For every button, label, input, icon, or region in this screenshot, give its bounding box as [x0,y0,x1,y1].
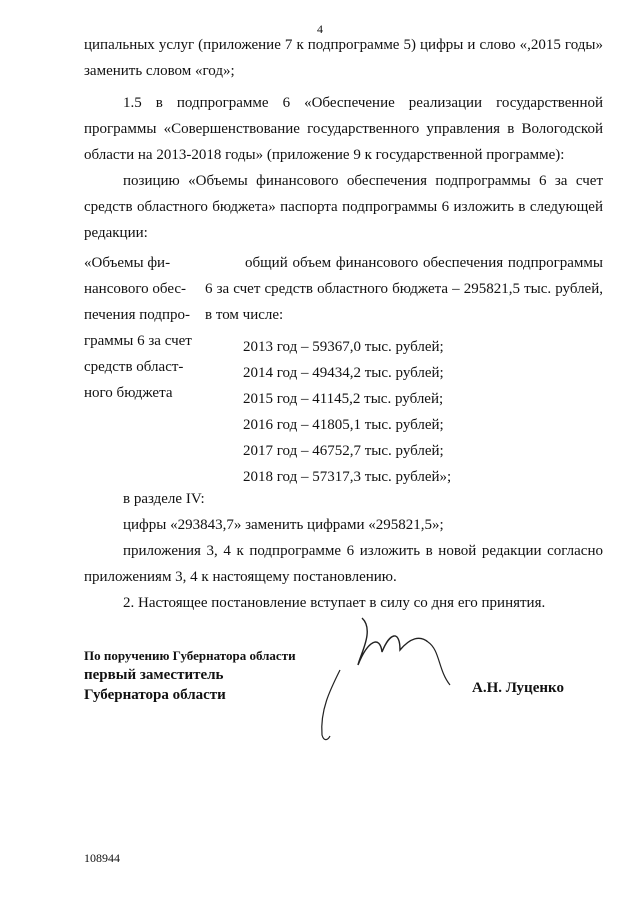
signer-name: А.Н. Луценко [472,680,564,696]
year-row: 2015 год – 41145,2 тыс. рублей; [243,391,444,407]
signatory-line: Губернатора области [84,687,226,703]
year-row: 2014 год – 49434,2 тыс. рублей; [243,365,444,381]
left-line: нансового обес- [84,281,186,297]
table-right-column [205,250,603,490]
left-line: печения подпро- [84,307,190,323]
table-left-column [84,250,196,406]
year-row: 2016 год – 41805,1 тыс. рублей; [243,417,444,433]
year-row: 2017 год – 46752,7 тыс. рублей; [243,443,444,459]
funding-years-list [205,334,603,490]
left-line: средств област- [84,359,184,375]
signatory-title-block [84,647,296,705]
left-line: «Объемы фи- [84,255,171,271]
year-row: 2013 год – 59367,0 тыс. рублей; [243,339,444,355]
document-id: 108944 [84,851,120,865]
paragraph-effective: 2. Настоящее постановление вступает в силу со дня его принятия. [123,595,546,611]
paragraph-item-1-5: 1.5 в подпрограмме 6 «Обеспечение реализации государственной программы «Совершенствование государственного управления в Вологодской области на 2013-2018 годы» (приложение 9 к государственной программе): [84,95,603,163]
handwritten-signature [300,610,470,750]
left-line: ного бюджета [84,385,173,401]
year-row: 2018 год – 57317,3 тыс. рублей»; [243,469,452,485]
page-number: 4 [317,22,323,36]
paragraph-section-iv: в разделе IV: [123,491,205,507]
left-line: граммы 6 за счет [84,333,192,349]
paragraph-position: позицию «Объемы финансового обеспечения подпрограммы 6 за счет средств областного бюджета» паспорта подпрограммы 6 изложить в следующей редакции: [84,173,603,241]
signatory-line: первый заместитель [84,667,224,683]
paragraph-replace-figures: цифры «293843,7» заменить цифрами «295821,5»; [123,517,444,533]
paragraph-continuation: ципальных услуг (приложение 7 к подпрограмме 5) цифры и слово «,2015 годы» заменить словом «год»; [84,37,603,79]
signatory-line: По поручению Губернатора области [84,648,296,663]
funding-total-text: общий объем финансового обеспечения подпрограммы 6 за счет средств областного бюджета – 295821,5 тыс. рублей, в том числе: [205,255,603,323]
paragraph-appendices: приложения 3, 4 к подпрограмме 6 изложить в новой редакции согласно приложениям 3, 4 к настоящему постановлению. [84,543,603,585]
